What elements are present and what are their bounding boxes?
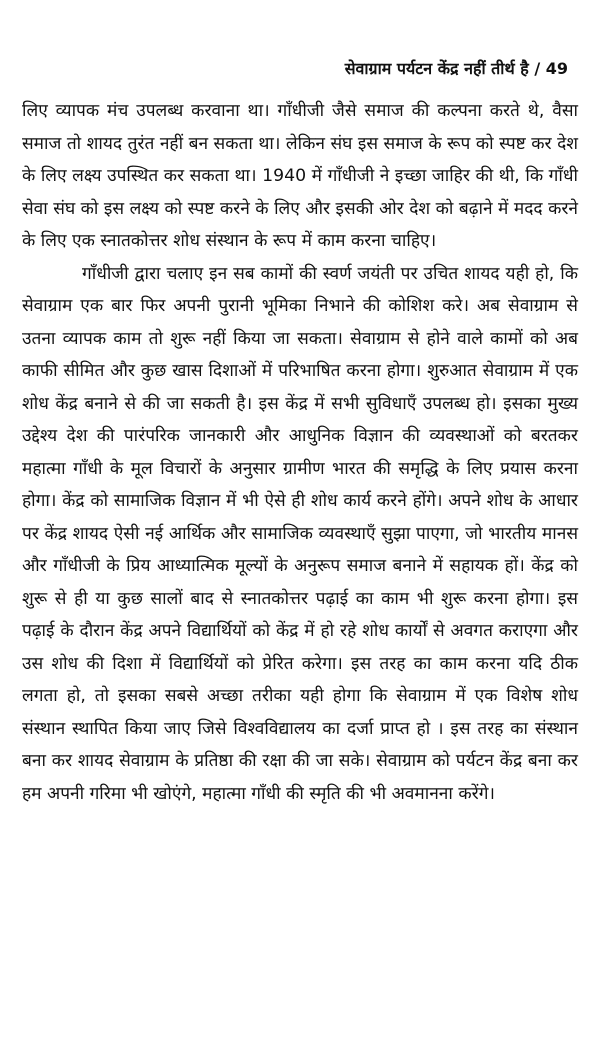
header-separator: / bbox=[534, 59, 541, 78]
page-number: 49 bbox=[545, 59, 568, 78]
running-header bbox=[345, 57, 568, 79]
paragraph-2: गाँधीजी द्वारा चलाए इन सब कामों की स्वर्ण जयंती पर उचित शायद यही हो, कि सेवाग्राम एक बार फिर अपनी पुरानी भूमिका निभाने की कोशिश करे। अब सेवाग्राम से उतना व्यापक काम तो शुरू नहीं किया जा सकता। सेवाग्राम से होने वाले कामों को अब काफी सीमित और कुछ खास दिशाओं में परिभाषित करना होगा। शुरुआत सेवाग्राम में एक शोध केंद्र बनाने से की जा सकती है। इस केंद्र में सभी सुविधाएँ उपलब्ध हो। इसका मुख्य उद्देश्य देश की पारंपरिक जानकारी और आधुनिक विज्ञान की व्यवस्थाओं को बरतकर महात्मा गाँधी के मूल विचारों के अनुसार ग्रामीण भारत की समृद्धि के लिए प्रयास करना होगा। केंद्र को सामाजिक विज्ञान में भी ऐसे ही शोध कार्य करने होंगे। अपने शोध के आधार पर केंद्र शायद ऐसी नई आर्थिक और सामाजिक व्यवस्थाएँ सुझा पाएगा, जो भारतीय मानस और गाँधीजी के प्रिय आध्यात्मिक मूल्यों के अनुरूप समाज बनाने में सहायक हों। केंद्र को शुरू से ही या कुछ सालों बाद से स्नातकोत्तर पढ़ाई का काम भी शुरू करना होगा। इस पढ़ाई के दौरान केंद्र अपने विद्यार्थियों को केंद्र में हो रहे शोध कार्यों से अवगत कराएगा और उस शोध की दिशा में विद्यार्थियों को प्रेरित करेगा। इस तरह का काम करना यदि ठीक लगता हो, तो इसका सबसे अच्छा तरीका यही होगा कि सेवाग्राम में एक विशेष शोध संस्थान स्थापित किया जाए जिसे विश्वविद्यालय का दर्जा प्राप्त हो । इस तरह का संस्थान बना कर शायद सेवाग्राम के प्रतिष्ठा की रक्षा की जा सके। सेवाग्राम को पर्यटन केंद्र बना कर हम अपनी गरिमा भी खोएंगे, महात्मा गाँधी की स्मृति की भी अवमानना करेंगे। bbox=[22, 263, 578, 804]
paragraph-1: लिए व्यापक मंच उपलब्ध करवाना था। गाँधीजी जैसे समाज की कल्पना करते थे, वैसा समाज तो शायद तुरंत नहीं बन सकता था। लेकिन संघ इस समाज के रूप को स्पष्ट कर देश के लिए लक्ष्य उपस्थित कर सकता था। 1940 में गाँधीजी ने इच्छा जाहिर की थी, कि गाँधी सेवा संघ को इस लक्ष्य को स्पष्ट करने के लिए और इसकी ओर देश को बढ़ाने में मदद करने के लिए एक स्नातकोत्तर शोध संस्थान के रूप में काम करना चाहिए। bbox=[22, 101, 578, 251]
body-text bbox=[22, 95, 578, 810]
running-title: सेवाग्राम पर्यटन केंद्र नहीं तीर्थ है bbox=[344, 59, 529, 78]
